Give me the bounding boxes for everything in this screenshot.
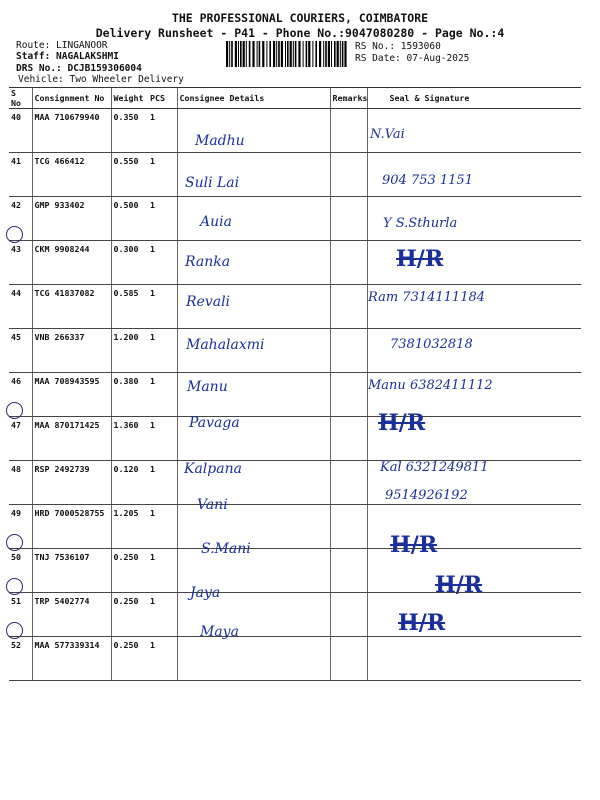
consignee-handwriting: Maya bbox=[200, 624, 239, 640]
signature-handwriting: N.Vai bbox=[370, 127, 405, 142]
signature-handwriting: Manu 6382411112 bbox=[368, 378, 493, 393]
drs-number: DRS No.: DCJB159306004 bbox=[16, 63, 142, 74]
cell-pcs: 1 bbox=[148, 153, 177, 197]
col-consignment: Consignment No bbox=[32, 88, 111, 109]
cell-pcs: 1 bbox=[148, 109, 177, 153]
consignee-handwriting: Ranka bbox=[185, 254, 231, 270]
cell-sno: 50 bbox=[9, 549, 32, 593]
col-seal: Seal & Signature bbox=[367, 88, 581, 109]
cell-consignment: CKM 9908244 bbox=[32, 241, 111, 285]
cell-sno: 52 bbox=[9, 637, 32, 681]
table-header bbox=[9, 88, 581, 109]
cell-sno: 49 bbox=[9, 505, 32, 549]
cell-sno: 46 bbox=[9, 373, 32, 417]
cell-consignment: RSP 2492739 bbox=[32, 461, 111, 505]
cell-pcs: 1 bbox=[148, 197, 177, 241]
cell-weight: 0.585 bbox=[111, 285, 148, 329]
cell-pcs: 1 bbox=[148, 373, 177, 417]
circle-mark-icon bbox=[6, 534, 23, 551]
col-consignee: Consignee Details bbox=[177, 88, 330, 109]
cell-weight: 0.250 bbox=[111, 637, 148, 681]
consignee-handwriting: Auia bbox=[200, 214, 232, 230]
document-title: THE PROFESSIONAL COURIERS, COIMBATORE bbox=[171, 11, 429, 25]
cell-sno: 41 bbox=[9, 153, 32, 197]
cell-consignment: TRP 5402774 bbox=[32, 593, 111, 637]
table-row bbox=[9, 153, 581, 197]
cell-remarks bbox=[330, 593, 367, 637]
cell-sno: 47 bbox=[9, 417, 32, 461]
cell-weight: 1.200 bbox=[111, 329, 148, 373]
cell-pcs: 1 bbox=[148, 329, 177, 373]
cell-sno: 43 bbox=[9, 241, 32, 285]
table-row bbox=[9, 417, 581, 461]
consignee-handwriting: Vani bbox=[197, 497, 228, 513]
cell-consignment: TCG 466412 bbox=[32, 153, 111, 197]
cell-weight: 0.120 bbox=[111, 461, 148, 505]
route-label: Route: LINGANOOR bbox=[16, 40, 108, 51]
signature-handwriting: 7381032818 bbox=[390, 337, 473, 352]
cell-sno: 48 bbox=[9, 461, 32, 505]
cell-pcs: 1 bbox=[148, 637, 177, 681]
staff-label: Staff: NAGALAKSHMI bbox=[16, 51, 119, 62]
table-row bbox=[9, 373, 581, 417]
cell-remarks bbox=[330, 197, 367, 241]
signature-handwriting: H/R bbox=[398, 610, 446, 636]
signature-handwriting: H/R bbox=[378, 410, 426, 436]
cell-consignment: MAA 577339314 bbox=[32, 637, 111, 681]
rs-number: RS No.: 1593060 bbox=[355, 41, 441, 52]
cell-pcs: 1 bbox=[148, 461, 177, 505]
signature-handwriting: H/R bbox=[435, 572, 483, 598]
cell-sno: 45 bbox=[9, 329, 32, 373]
cell-remarks bbox=[330, 417, 367, 461]
cell-pcs: 1 bbox=[148, 241, 177, 285]
col-remarks: Remarks bbox=[330, 88, 367, 109]
runsheet-table bbox=[9, 87, 581, 681]
consignee-handwriting: Mahalaxmi bbox=[186, 337, 265, 353]
signature-handwriting: Ram 7314111184 bbox=[368, 290, 486, 305]
col-sno: S No bbox=[9, 88, 32, 109]
cell-pcs: 1 bbox=[148, 285, 177, 329]
col-weight: Weight bbox=[111, 88, 148, 109]
table-row bbox=[9, 593, 581, 637]
cell-remarks bbox=[330, 373, 367, 417]
consignee-handwriting: Suli Lai bbox=[185, 175, 240, 191]
cell-consignment: MAA 708943595 bbox=[32, 373, 111, 417]
vehicle-label: Vehicle: Two Wheeler Delivery bbox=[18, 74, 184, 85]
cell-sno: 40 bbox=[9, 109, 32, 153]
table-row bbox=[9, 549, 581, 593]
cell-weight: 1.205 bbox=[111, 505, 148, 549]
cell-consignment: VNB 266337 bbox=[32, 329, 111, 373]
table-row bbox=[9, 241, 581, 285]
cell-pcs: 1 bbox=[148, 417, 177, 461]
cell-consignment: GMP 933402 bbox=[32, 197, 111, 241]
signature-handwriting: Y S.Sthurla bbox=[383, 216, 458, 231]
cell-weight: 0.350 bbox=[111, 109, 148, 153]
consignee-handwriting: Pavaga bbox=[189, 415, 240, 431]
cell-remarks bbox=[330, 285, 367, 329]
cell-remarks bbox=[330, 505, 367, 549]
circle-mark-icon bbox=[6, 226, 23, 243]
cell-remarks bbox=[330, 461, 367, 505]
cell-consignment: MAA 870171425 bbox=[32, 417, 111, 461]
consignee-handwriting: Madhu bbox=[195, 133, 245, 149]
barcode-icon bbox=[226, 41, 348, 67]
cell-weight: 0.550 bbox=[111, 153, 148, 197]
circle-mark-icon bbox=[6, 578, 23, 595]
cell-pcs: 1 bbox=[148, 593, 177, 637]
cell-remarks bbox=[330, 549, 367, 593]
signature-handwriting: 9514926192 bbox=[385, 488, 468, 503]
table-row bbox=[9, 285, 581, 329]
cell-sno: 44 bbox=[9, 285, 32, 329]
cell-weight: 1.360 bbox=[111, 417, 148, 461]
cell-consignment: HRD 7000528755 bbox=[32, 505, 111, 549]
consignee-handwriting: Jaya bbox=[190, 585, 221, 601]
cell-remarks bbox=[330, 153, 367, 197]
table-row bbox=[9, 109, 581, 153]
cell-sno: 51 bbox=[9, 593, 32, 637]
cell-remarks bbox=[330, 329, 367, 373]
consignee-handwriting: Manu bbox=[187, 379, 228, 395]
cell-consignment: TNJ 7536107 bbox=[32, 549, 111, 593]
cell-sno: 42 bbox=[9, 197, 32, 241]
cell-pcs: 1 bbox=[148, 549, 177, 593]
consignee-handwriting: Kalpana bbox=[184, 461, 242, 477]
cell-weight: 0.300 bbox=[111, 241, 148, 285]
cell-remarks bbox=[330, 637, 367, 681]
circle-mark-icon bbox=[6, 402, 23, 419]
cell-weight: 0.250 bbox=[111, 549, 148, 593]
cell-consignment: MAA 710679940 bbox=[32, 109, 111, 153]
table-row bbox=[9, 637, 581, 681]
cell-seal bbox=[367, 637, 581, 681]
circle-mark-icon bbox=[6, 622, 23, 639]
signature-handwriting: H/R bbox=[396, 246, 444, 272]
cell-remarks bbox=[330, 241, 367, 285]
table-row bbox=[9, 505, 581, 549]
table-row bbox=[9, 329, 581, 373]
cell-remarks bbox=[330, 109, 367, 153]
cell-consignment: TCG 41837082 bbox=[32, 285, 111, 329]
signature-handwriting: Kal 6321249811 bbox=[380, 460, 489, 475]
consignee-handwriting: S.Mani bbox=[201, 541, 251, 557]
document-subtitle: Delivery Runsheet - P41 - Phone No.:9047080280 - Page No.:4 bbox=[95, 26, 505, 40]
cell-pcs: 1 bbox=[148, 505, 177, 549]
signature-handwriting: H/R bbox=[390, 532, 438, 558]
cell-weight: 0.250 bbox=[111, 593, 148, 637]
table-row bbox=[9, 461, 581, 505]
rs-date: RS Date: 07-Aug-2025 bbox=[355, 53, 470, 64]
cell-weight: 0.380 bbox=[111, 373, 148, 417]
consignee-handwriting: Revali bbox=[186, 294, 231, 310]
col-pcs: PCS bbox=[148, 88, 177, 109]
signature-handwriting: 904 753 1151 bbox=[382, 173, 473, 188]
cell-weight: 0.500 bbox=[111, 197, 148, 241]
cell-consignee bbox=[177, 637, 330, 681]
table-row bbox=[9, 197, 581, 241]
